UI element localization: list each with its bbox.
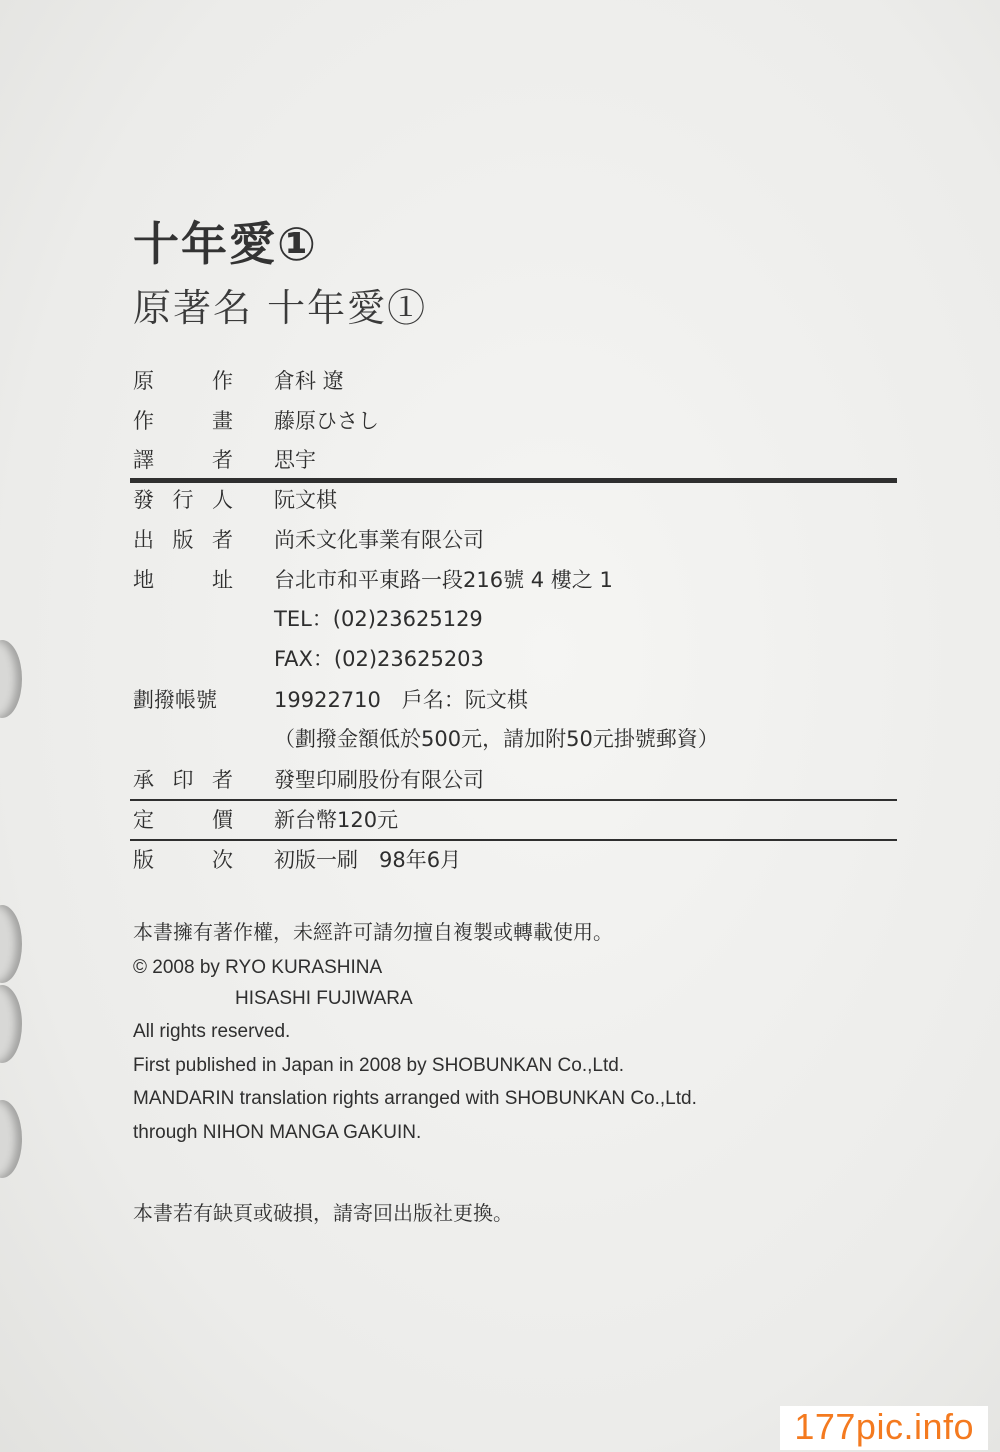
info-value: 尚禾文化事業有限公司 [274, 528, 484, 552]
account-note: （劃撥金額低於500元，請加附50元掛號郵資） [274, 727, 719, 751]
fax-value: FAX：(02)23625203 [274, 647, 484, 671]
translation-rights: MANDARIN translation rights arranged with SHOBUNKAN Co.,Ltd. [133, 1088, 697, 1109]
credit-value: 倉科 遼 [274, 369, 344, 393]
credit-label: 作 畫 [133, 409, 233, 433]
info-label: 出 版 者 [133, 528, 233, 552]
info-value: 發聖印刷股份有限公司 [274, 768, 484, 792]
info-label: 地 址 [133, 568, 233, 592]
info-value: 初版一刷 98年6月 [274, 848, 462, 872]
credit-value: 藤原ひさし [274, 409, 379, 433]
info-value: 阮文棋 [274, 488, 337, 512]
info-value: 新台幣120元 [274, 808, 399, 832]
credit-label: 譯 者 [133, 448, 233, 472]
credit-label: 原 作 [133, 369, 233, 393]
book-title: 十年愛① [133, 217, 318, 271]
info-label: 版 次 [133, 848, 233, 872]
replacement-notice: 本書若有缺頁或破損，請寄回出版社更換。 [133, 1201, 513, 1225]
copyright-line: © 2008 by RYO KURASHINA [133, 957, 383, 978]
credit-value: 思宇 [274, 448, 316, 472]
rights-reserved: All rights reserved. [133, 1021, 291, 1042]
through-agency: through NIHON MANGA GAKUIN. [133, 1122, 422, 1143]
divider-rule [130, 478, 897, 483]
tel-value: TEL：(02)23625129 [274, 607, 483, 631]
divider-rule [130, 799, 897, 801]
info-value: 台北市和平東路一段216號 4 樓之 1 [274, 568, 613, 592]
original-title: 原著名 十年愛① [133, 286, 428, 330]
copyright-line-2: HISASHI FUJIWARA [235, 988, 413, 1009]
copyright-notice: 本書擁有著作權，未經許可請勿擅自複製或轉載使用。 [133, 920, 613, 944]
info-label: 承 印 者 [133, 768, 233, 792]
info-label: 定 價 [133, 808, 233, 832]
info-value: 19922710 戶名：阮文棋 [274, 688, 528, 712]
first-published: First published in Japan in 2008 by SHOBUNKAN Co.,Ltd. [133, 1055, 625, 1076]
divider-rule [130, 839, 897, 841]
info-label: 劃撥帳號 [133, 688, 217, 712]
site-watermark: 177pic.info [780, 1406, 988, 1450]
info-label: 發 行 人 [133, 488, 233, 512]
